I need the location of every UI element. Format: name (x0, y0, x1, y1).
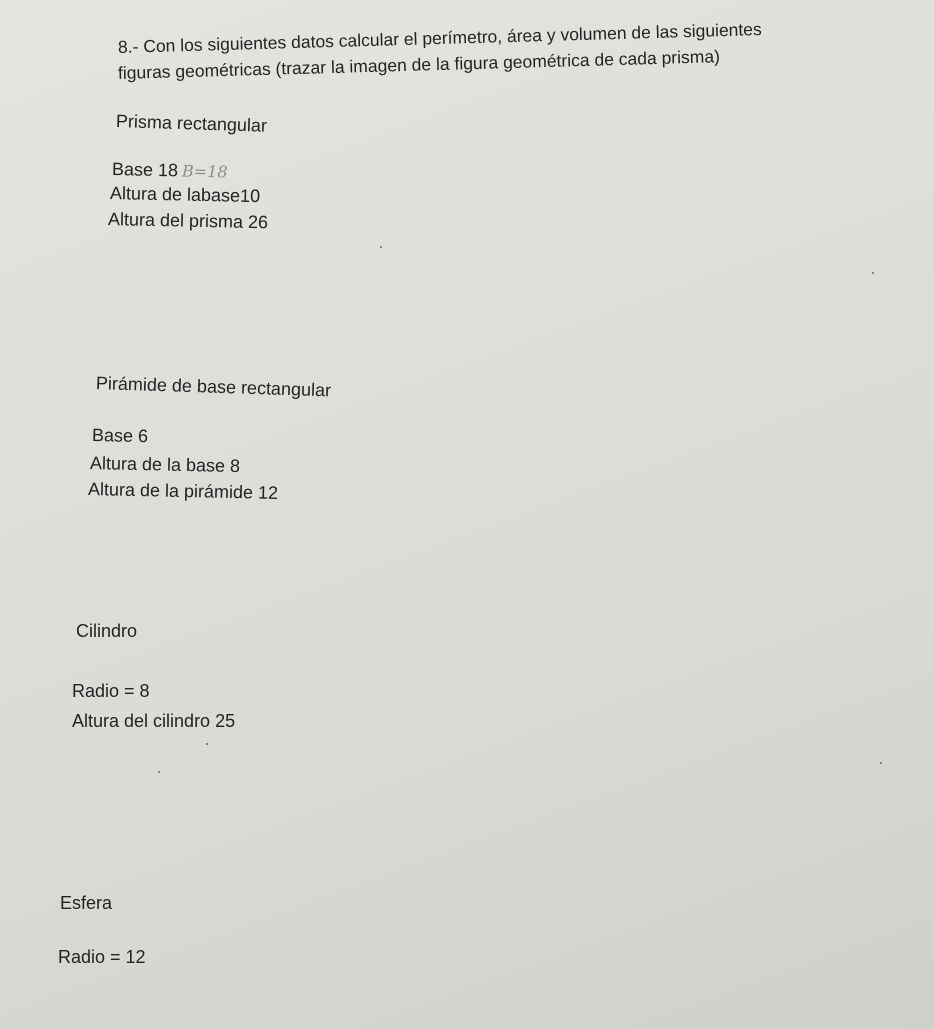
prisma-altura-prisma: Altura del prisma 26 (107, 209, 269, 233)
paper-speck (158, 771, 160, 773)
piramide-base: Base 6 (91, 425, 149, 447)
prisma-base-handwritten-note: B=18 (181, 161, 228, 182)
paper-speck (872, 272, 874, 274)
prisma-title: Prisma rectangular (115, 111, 268, 136)
esfera-radio: Radio = 12 (58, 947, 146, 967)
prisma-base-label: Base 18 (111, 159, 179, 181)
task-instruction-line-2: figuras geométricas (trazar la imagen de la figura geométrica de cada prisma) (117, 46, 721, 83)
piramide-altura-base: Altura de la base 8 (89, 453, 241, 477)
paper-speck (206, 743, 208, 745)
prisma-altura-base: Altura de labase10 (109, 183, 261, 207)
task-instruction-line-1: 8.- Con los siguientes datos calcular el perímetro, área y volumen de las siguientes (117, 19, 762, 57)
cilindro-altura: Altura del cilindro 25 (72, 711, 236, 731)
esfera-title: Esfera (60, 893, 113, 913)
prisma-base (112, 158, 228, 183)
paper-speck (880, 762, 882, 764)
cilindro-radio: Radio = 8 (72, 681, 150, 701)
cilindro-title: Cilindro (76, 621, 138, 641)
paper-speck (380, 246, 382, 248)
piramide-title: Pirámide de base rectangular (95, 373, 332, 401)
piramide-altura-piramide: Altura de la pirámide 12 (87, 479, 279, 503)
